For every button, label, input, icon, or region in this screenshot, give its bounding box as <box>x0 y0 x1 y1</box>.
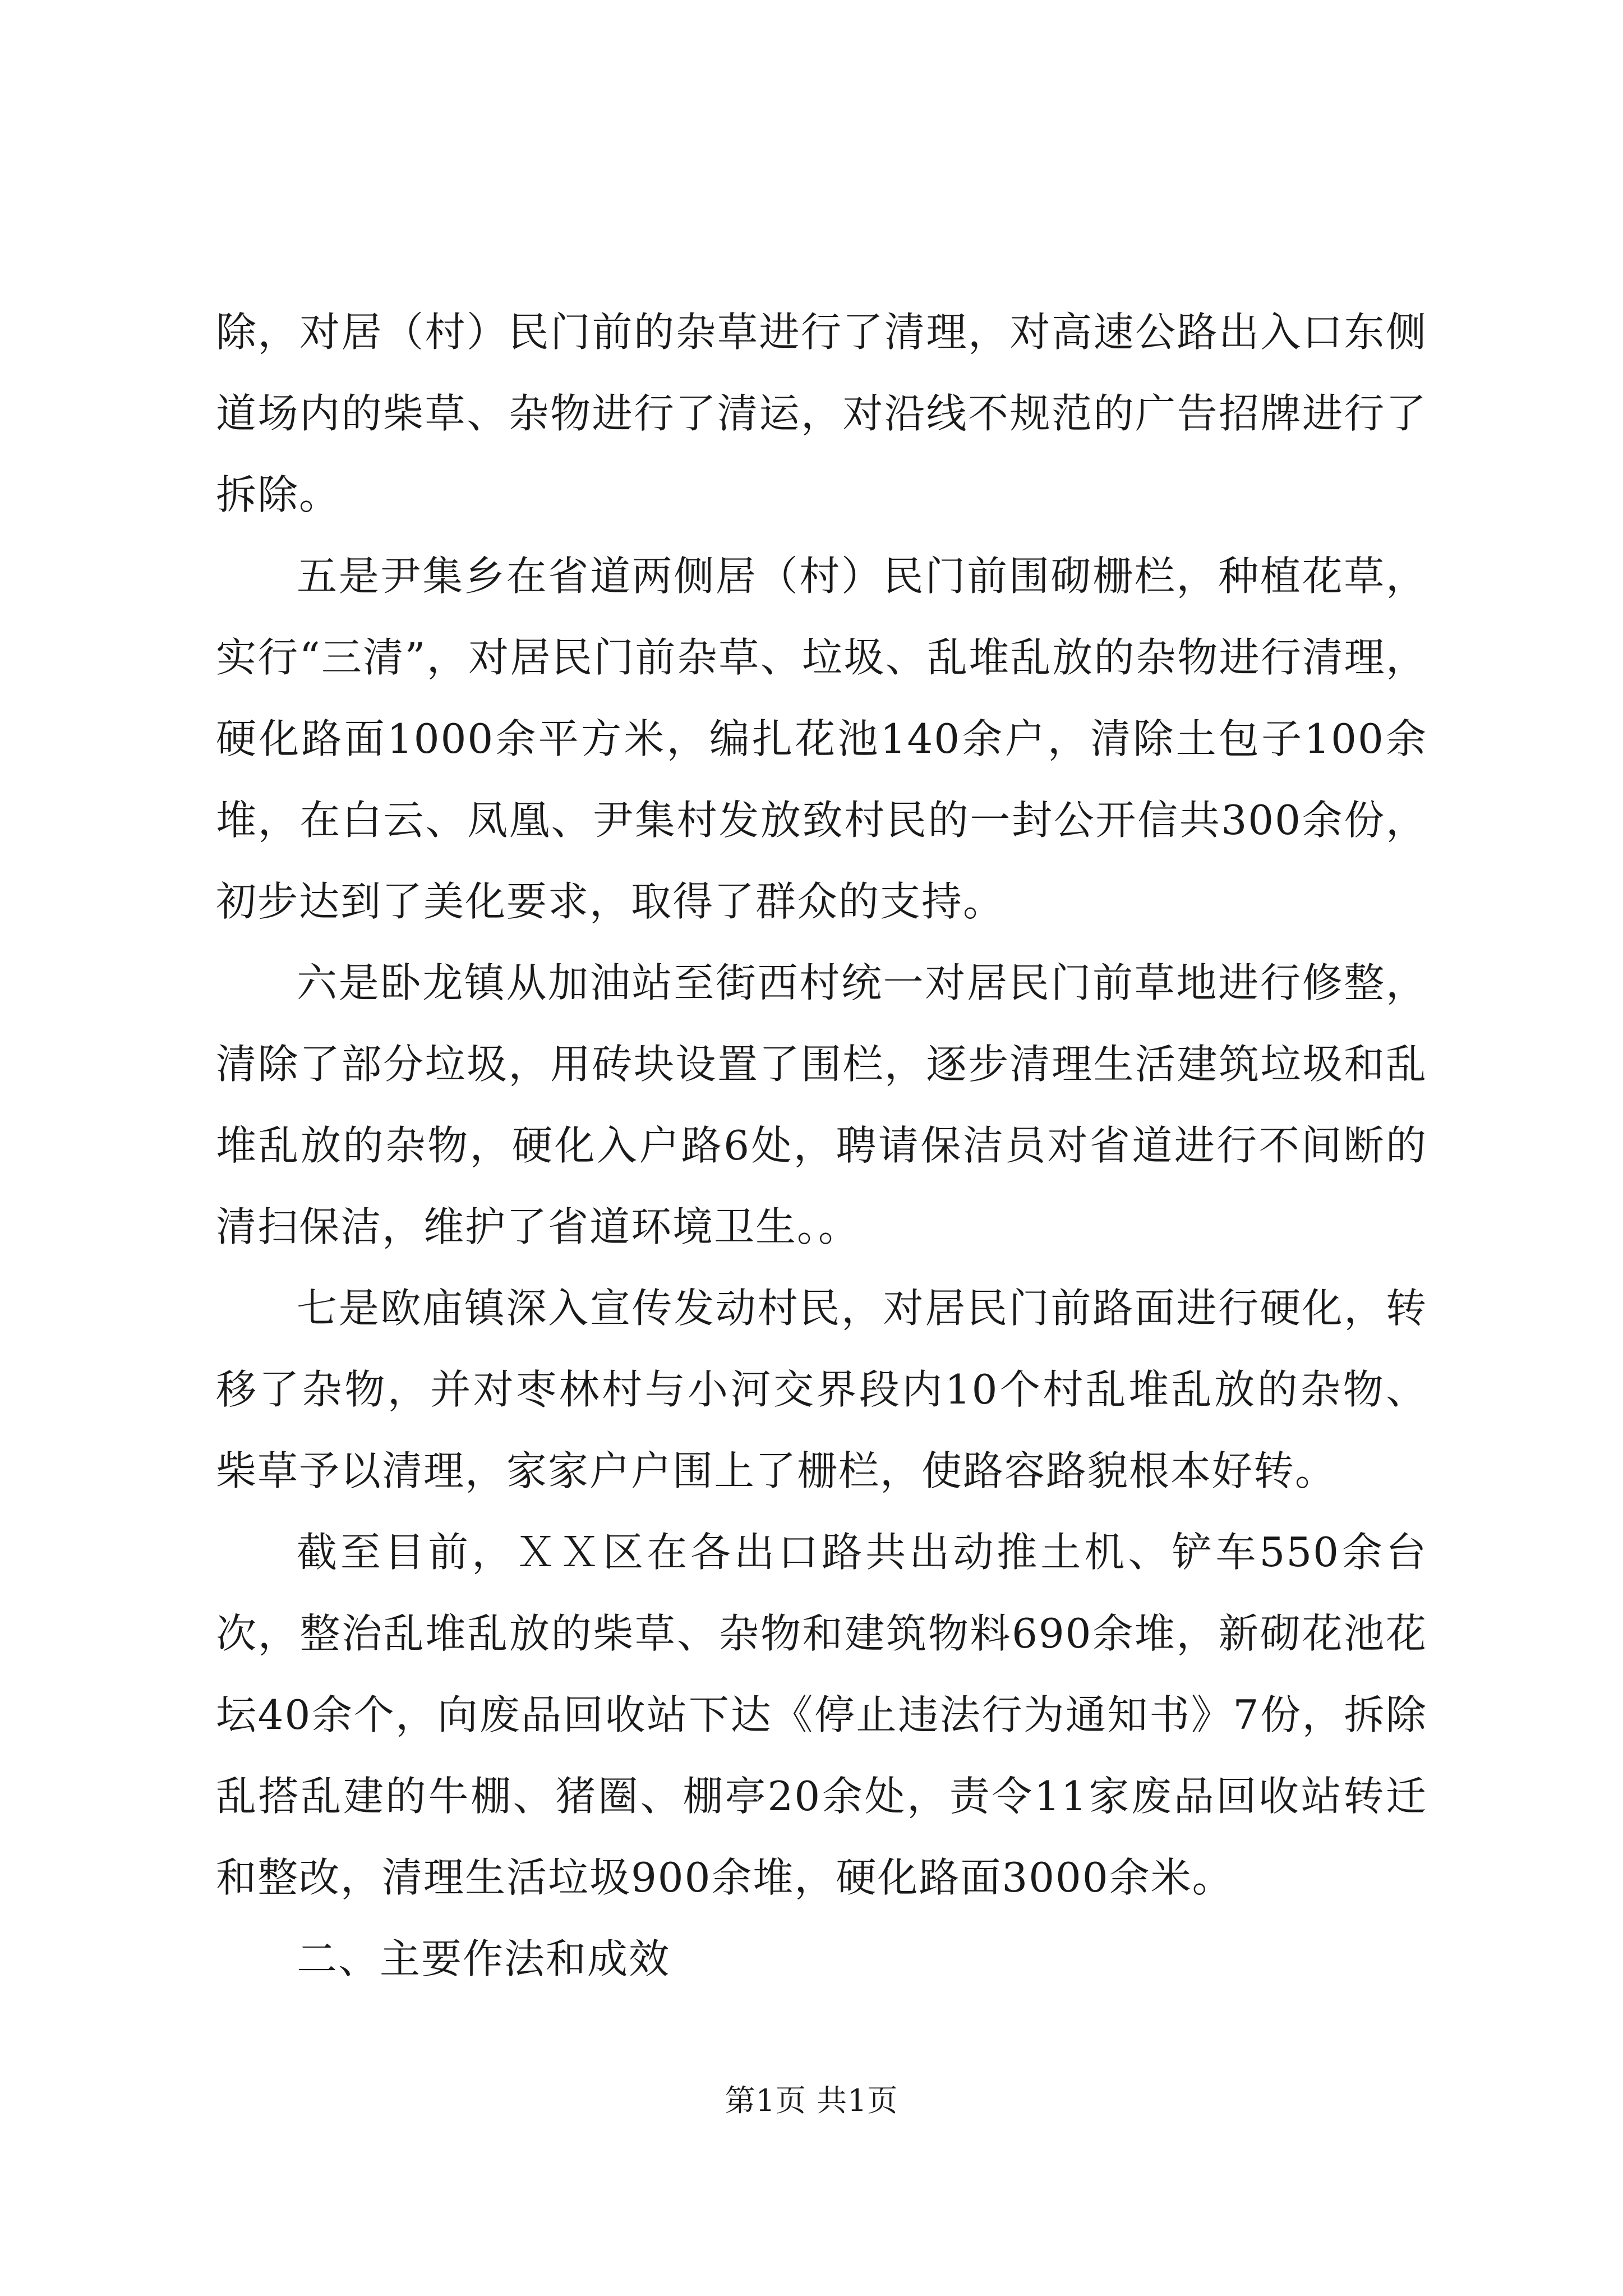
paragraph-summary: 截至目前，ＸＸ区在各出口路共出动推土机、铲车550余台次，整治乱堆乱放的柴草、杂物和建筑物料690余堆，新砌花池花坛40余个，向废品回收站下达《停止违法行为通知书》7份，拆除乱搭乱建的牛棚、猪圈、棚亭20余处，责令11家废品回收站转迁和整改，清理生活垃圾900余堆，硬化路面3000余米。 <box>216 1529 1427 1901</box>
paragraph-item-five: 五是尹集乡在省道两侧居（村）民门前围砌栅栏，种植花草，实行“三清”，对居民门前杂草、垃圾、乱堆乱放的杂物进行清理，硬化路面1000余平方米，编扎花池140余户，清除土包子100余堆，在白云、凤凰、尹集村发放致村民的一封公开信共300余份，初步达到了美化要求，取得了群众的支持。 <box>216 553 1427 925</box>
page-footer: 第1页 共1页 <box>725 2083 898 2118</box>
paragraph-item-seven: 七是欧庙镇深入宣传发动村民，对居民门前路面进行硬化，转移了杂物，并对枣林村与小河交界段内10个村乱堆乱放的杂物、柴草予以清理，家家户户围上了栅栏，使路容路貌根本好转。 <box>216 1285 1427 1494</box>
paragraph-continuation: 除，对居（村）民门前的杂草进行了清理，对高速公路出入口东侧道场内的柴草、杂物进行了清运，对沿线不规范的广告招牌进行了拆除。 <box>216 309 1427 518</box>
section-heading: 二、主要作法和成效 <box>297 1935 671 1982</box>
paragraph-item-six: 六是卧龙镇从加油站至街西村统一对居民门前草地进行修整，清除了部分垃圾，用砖块设置了围栏，逐步清理生活建筑垃圾和乱堆乱放的杂物，硬化入户路6处，聘请保洁员对省道进行不间断的清扫保洁，维护了省道环境卫生。。 <box>216 959 1427 1250</box>
document-body <box>216 292 1427 2000</box>
